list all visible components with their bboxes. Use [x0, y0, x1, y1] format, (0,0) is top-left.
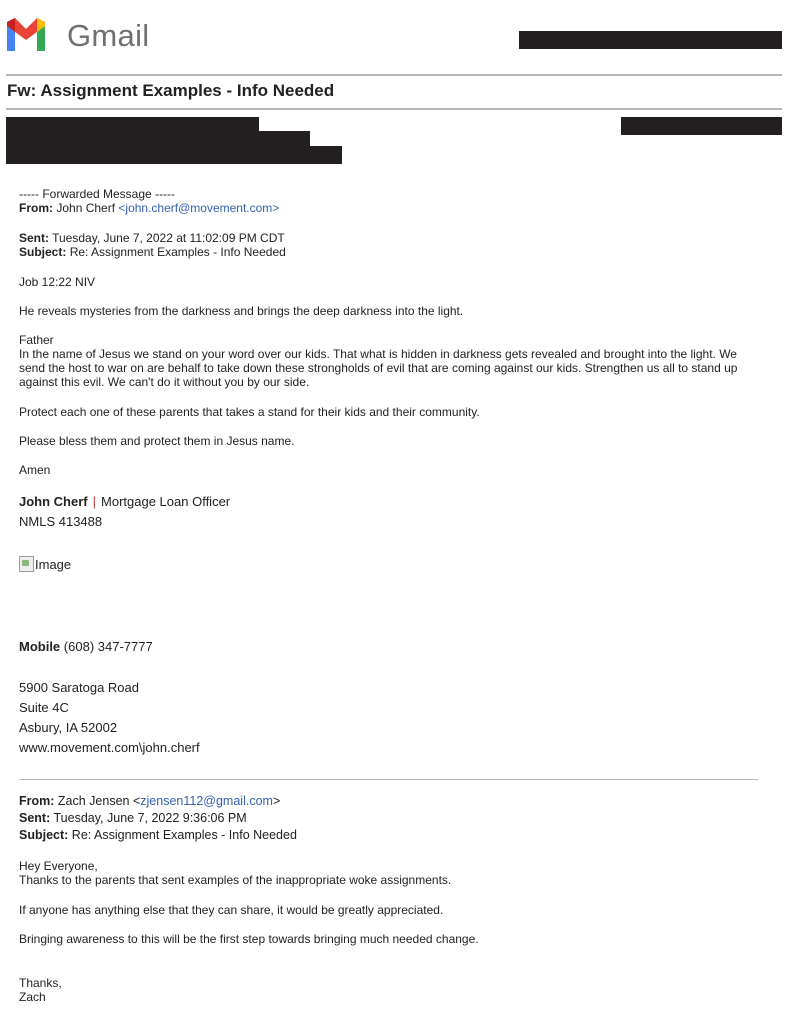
forwarded-subject	[19, 245, 286, 259]
redacted-sender-block	[6, 117, 259, 131]
mobile-label: Mobile	[19, 639, 61, 654]
forwarded-from	[19, 201, 279, 215]
gmail-wordmark: Gmail	[67, 18, 150, 53]
header-divider-bottom	[6, 108, 782, 110]
signature-mobile	[19, 637, 153, 657]
address-line: Suite 4C	[19, 700, 69, 715]
from-label: From:	[19, 201, 53, 215]
body-line: Thanks to the parents that sent examples of the inappropriate woke assignments.	[19, 873, 452, 887]
forwarded-meta	[19, 231, 286, 259]
signature-name-line	[19, 492, 230, 512]
redacted-date-block	[621, 117, 782, 135]
redacted-sender-block	[6, 131, 310, 146]
sent-label: Sent:	[19, 811, 51, 825]
body-paragraph: In the name of Jesus we stand on your word over our kids. That what is hidden in darkness gets revealed and brought into the light. We send the host to war on are behalf to take down these strongholds of evil that are coming against our kids. Strengthen us all to stand up against this evil. We can't do it without you by our side.	[19, 347, 738, 389]
body-paragraph: If anyone has anything else that they can share, it would be greatly appreciated.	[19, 903, 444, 917]
original-header	[19, 793, 297, 844]
address-line: 5900 Saratoga Road	[19, 680, 139, 695]
forwarded-sent	[19, 231, 286, 245]
closing: Thanks,	[19, 976, 62, 990]
body-paragraph: Protect each one of these parents that takes a stand for their kids and their community.	[19, 405, 480, 419]
from-email-bracket: >	[272, 794, 281, 808]
quoted-message-divider	[19, 779, 758, 780]
signature-website[interactable]: www.movement.com\john.cherf	[19, 740, 200, 755]
body-paragraph: Amen	[19, 463, 51, 477]
address-line: Asbury, IA 52002	[19, 720, 118, 735]
signoff: Zach	[19, 990, 46, 1004]
original-subject	[19, 827, 297, 844]
redacted-account-block	[519, 31, 782, 49]
signature-name: John Cherf	[19, 494, 88, 509]
from-name: John Cherf	[56, 201, 116, 215]
body-paragraph: He reveals mysteries from the darkness and brings the deep darkness into the light.	[19, 304, 464, 318]
broken-image-icon	[19, 556, 34, 572]
original-sent	[19, 810, 297, 827]
signature-image-placeholder	[19, 556, 71, 572]
from-email-bracket: <	[132, 794, 141, 808]
body-paragraph: Bringing awareness to this will be the first step towards bringing much needed change.	[19, 932, 479, 946]
from-name: Zach Jensen	[57, 794, 130, 808]
signature-address	[19, 678, 200, 758]
subject-value: Re: Assignment Examples - Info Needed	[69, 245, 286, 259]
forwarded-banner: ----- Forwarded Message -----	[19, 187, 176, 201]
from-email-link[interactable]: zjensen112@gmail.com	[140, 794, 273, 808]
signature-nmls: NMLS 413488	[19, 514, 103, 529]
signature-block	[19, 492, 230, 532]
forwarded-header	[19, 187, 279, 215]
sent-label: Sent:	[19, 231, 49, 245]
header-divider-top	[6, 74, 782, 76]
subject-label: Subject:	[19, 828, 69, 842]
body-paragraph: Please bless them and protect them in Jesus name.	[19, 434, 295, 448]
redacted-sender-block	[6, 146, 342, 164]
subject-label: Subject:	[19, 245, 67, 259]
from-email-link[interactable]: <john.cherf@movement.com>	[118, 201, 280, 215]
closing-block	[19, 976, 769, 1004]
sent-value: Tuesday, June 7, 2022 at 11:02:09 PM CDT	[52, 231, 285, 245]
greeting: Hey Everyone,	[19, 859, 98, 873]
original-from	[19, 793, 297, 810]
image-alt-text: Image	[35, 556, 72, 572]
mobile-value[interactable]: (608) 347-7777	[63, 639, 153, 654]
sent-value: Tuesday, June 7, 2022 9:36:06 PM	[53, 811, 247, 825]
body-paragraph: Father	[19, 333, 54, 347]
subject-value: Re: Assignment Examples - Info Needed	[71, 828, 297, 842]
from-label: From:	[19, 794, 55, 808]
signature-title: Mortgage Loan Officer	[101, 494, 231, 509]
signature-divider: |	[92, 494, 97, 509]
body-paragraph: Job 12:22 NIV	[19, 275, 96, 289]
gmail-logo-icon	[4, 16, 48, 54]
original-body	[19, 859, 769, 887]
email-subject-title: Fw: Assignment Examples - Info Needed	[7, 81, 335, 100]
